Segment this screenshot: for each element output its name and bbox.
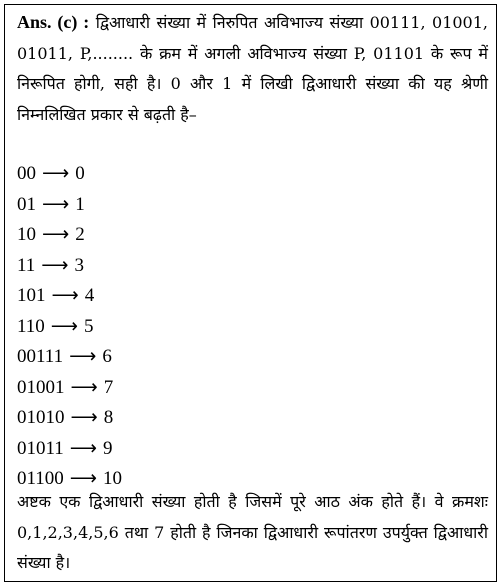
sequence-row [17, 312, 122, 343]
answer-label: Ans. (c) : [17, 12, 90, 32]
decimal-value: 10 [103, 468, 123, 489]
binary-value: 00111 [17, 346, 64, 367]
decimal-value: 0 [75, 163, 85, 184]
right-arrow-icon: ⟶ [42, 163, 70, 184]
decimal-value: 3 [74, 254, 85, 276]
right-arrow-icon: ⟶ [51, 285, 79, 306]
right-arrow-icon: ⟶ [42, 193, 70, 215]
conclusion-paragraph: अष्टक एक द्विआधारी संख्या होती है जिसमें पूरे आठ अंक होते हैं। वे क्रमशः 0,1,2,3,4,5,6 तथा 7 होती है जिनका द्विआधारी रूपांतरण उपर्युक्त द्विआधारी संख्या है। [17, 492, 488, 572]
sequence-row [17, 434, 122, 465]
binary-value: 01 [17, 193, 36, 215]
binary-value: 01011 [17, 437, 64, 459]
binary-sequence-list [17, 159, 122, 495]
right-arrow-icon: ⟶ [69, 346, 97, 367]
right-arrow-icon: ⟶ [41, 254, 69, 276]
binary-value: 01001 [17, 376, 65, 398]
binary-value: 10 [17, 224, 36, 245]
decimal-value: 1 [75, 193, 85, 215]
right-arrow-icon: ⟶ [69, 468, 98, 489]
right-arrow-icon: ⟶ [50, 315, 79, 337]
right-arrow-icon: ⟶ [42, 224, 70, 245]
decimal-value: 5 [84, 315, 94, 337]
right-arrow-icon: ⟶ [70, 407, 98, 428]
right-arrow-icon: ⟶ [69, 437, 98, 459]
sequence-row [17, 251, 122, 282]
binary-value: 101 [17, 285, 46, 306]
answer-intro-paragraph [17, 7, 488, 130]
decimal-value: 8 [103, 407, 114, 428]
decimal-value: 2 [75, 224, 85, 245]
sequence-row [17, 220, 122, 251]
decimal-value: 9 [103, 437, 113, 459]
sequence-row [17, 373, 122, 404]
answer-intro-text: द्विआधारी संख्या में निरुपित अविभाज्य संख्या 00111, 01001, 01011, P,........ के क्रम में अगली अविभाज्य संख्या P, 01101 के रूप में निरूपित होगी, सही है। 0 और 1 में लिखी द्विआधारी संख्या की यह श्रेणी निम्नलिखित प्रकार से बढ़ती है– [17, 13, 488, 124]
sequence-row [17, 190, 122, 221]
answer-box [4, 4, 497, 582]
sequence-row [17, 403, 122, 434]
binary-value: 01100 [17, 468, 64, 489]
right-arrow-icon: ⟶ [70, 376, 98, 398]
binary-value: 00 [17, 163, 36, 184]
binary-value: 01010 [17, 407, 65, 428]
sequence-row [17, 159, 122, 190]
sequence-row [17, 342, 122, 373]
decimal-value: 4 [84, 285, 95, 306]
binary-value: 11 [17, 254, 36, 276]
sequence-row [17, 281, 122, 312]
decimal-value: 7 [103, 376, 114, 398]
decimal-value: 6 [102, 346, 112, 367]
binary-value: 110 [17, 315, 45, 337]
